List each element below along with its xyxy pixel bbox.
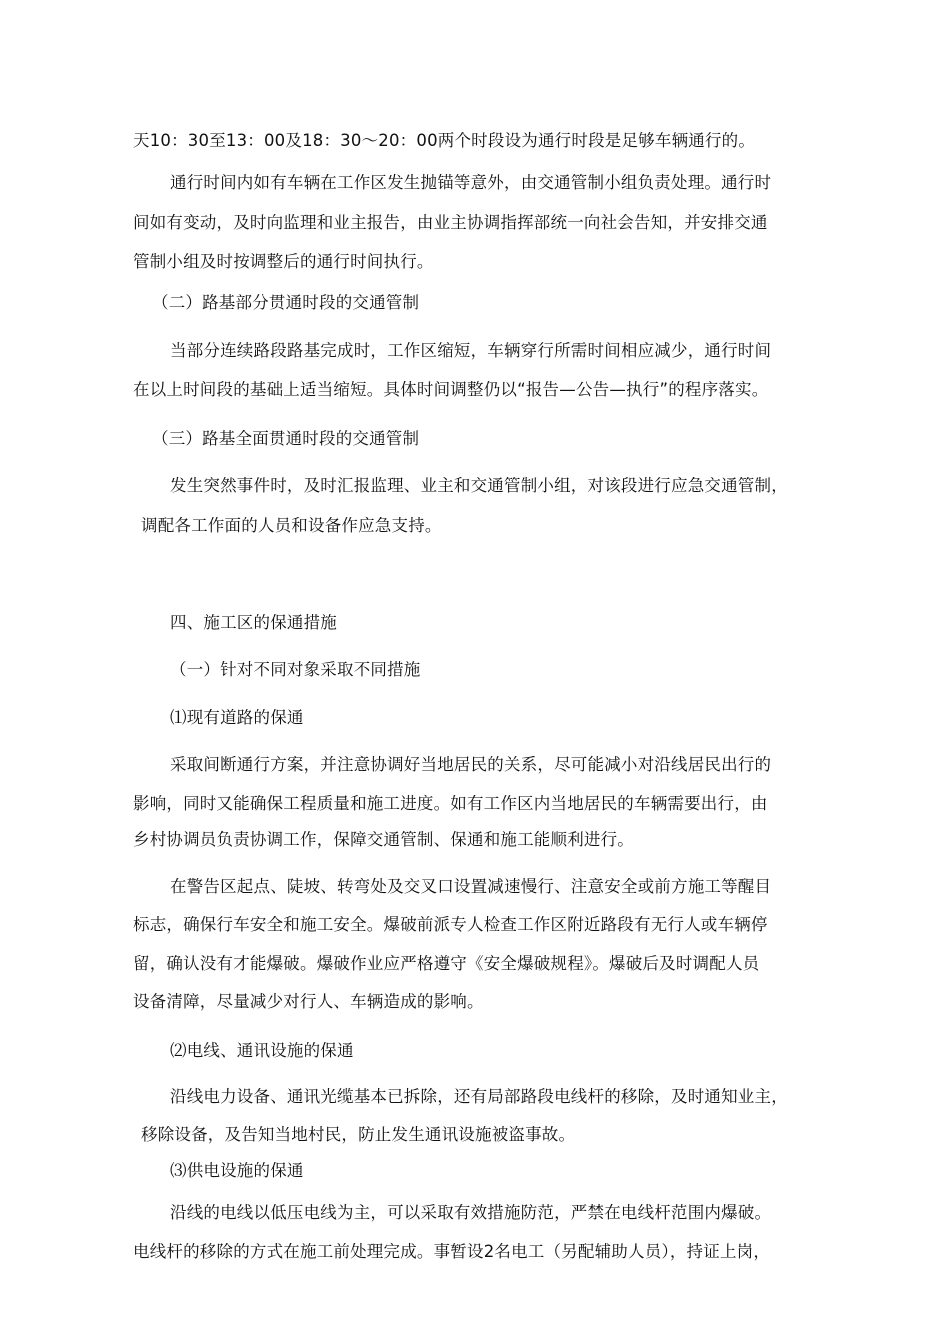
chapter-heading: 四、施工区的保通措施 [170,613,337,632]
paragraph-line: 留，确认没有才能爆破。爆破作业应严格遵守《安全爆破规程》。爆破后及时调配人员 [133,954,760,973]
paragraph-line: 间如有变动，及时向监理和业主报告，由业主协调指挥部统一向社会告知，并安排交通 [133,213,768,232]
paragraph-line: 沿线电力设备、通讯光缆基本已拆除，还有局部路段电线杆的移除，及时通知业主， [170,1087,788,1106]
paragraph-line: 当部分连续路段路基完成时，工作区缩短，车辆穿行所需时间相应减少，通行时间 [170,341,772,360]
paragraph-line: 通行时间内如有车辆在工作区发生抛锚等意外，由交通管制小组负责处理。通行时 [170,173,772,192]
paragraph-line: 影响，同时又能确保工程质量和施工进度。如有工作区内当地居民的车辆需要出行，由 [133,794,768,813]
paragraph-line: 移除设备，及告知当地村民，防止发生通讯设施被盗事故。 [141,1125,576,1144]
text-line: 天10：30至13：00及18：30～20：00两个时段设为通行时段是足够车辆通行的。 [133,131,756,150]
paragraph-line: 标志，确保行车安全和施工安全。爆破前派专人检查工作区附近路段有无行人或车辆停 [133,915,768,934]
section-heading: （二）路基部分贯通时段的交通管制 [152,293,420,312]
paragraph-line: 设备清障，尽量减少对行人、车辆造成的影响。 [133,992,484,1011]
paragraph-line: 管制小组及时按调整后的通行时间执行。 [133,252,434,271]
paragraph-line: 采取间断通行方案，并注意协调好当地居民的关系，尽可能减小对沿线居民出行的 [170,755,772,774]
paragraph-line: 电线杆的移除的方式在施工前处理完成。事暂设2名电工（另配辅助人员），持证上岗， [133,1242,771,1261]
paragraph-line: 调配各工作面的人员和设备作应急支持。 [141,516,442,535]
paragraph-line: 在以上时间段的基础上适当缩短。具体时间调整仍以“报告—公告—执行”的程序落实。 [133,380,769,399]
section-heading: （三）路基全面贯通时段的交通管制 [152,429,420,448]
paragraph-line: 乡村协调员负责协调工作，保障交通管制、保通和施工能顺利进行。 [133,830,634,849]
subsection-heading: ⑶供电设施的保通 [170,1161,304,1180]
paragraph-line: 沿线的电线以低压电线为主，可以采取有效措施防范，严禁在电线杆范围内爆破。 [170,1203,772,1222]
paragraph-line: 发生突然事件时，及时汇报监理、业主和交通管制小组，对该段进行应急交通管制， [170,476,788,495]
paragraph-line: 在警告区起点、陡坡、转弯处及交叉口设置减速慢行、注意安全或前方施工等醒目 [170,877,772,896]
subsection-heading: ⑴现有道路的保通 [170,708,304,727]
section-heading: （一）针对不同对象采取不同措施 [170,660,421,679]
subsection-heading: ⑵电线、通讯设施的保通 [170,1041,354,1060]
